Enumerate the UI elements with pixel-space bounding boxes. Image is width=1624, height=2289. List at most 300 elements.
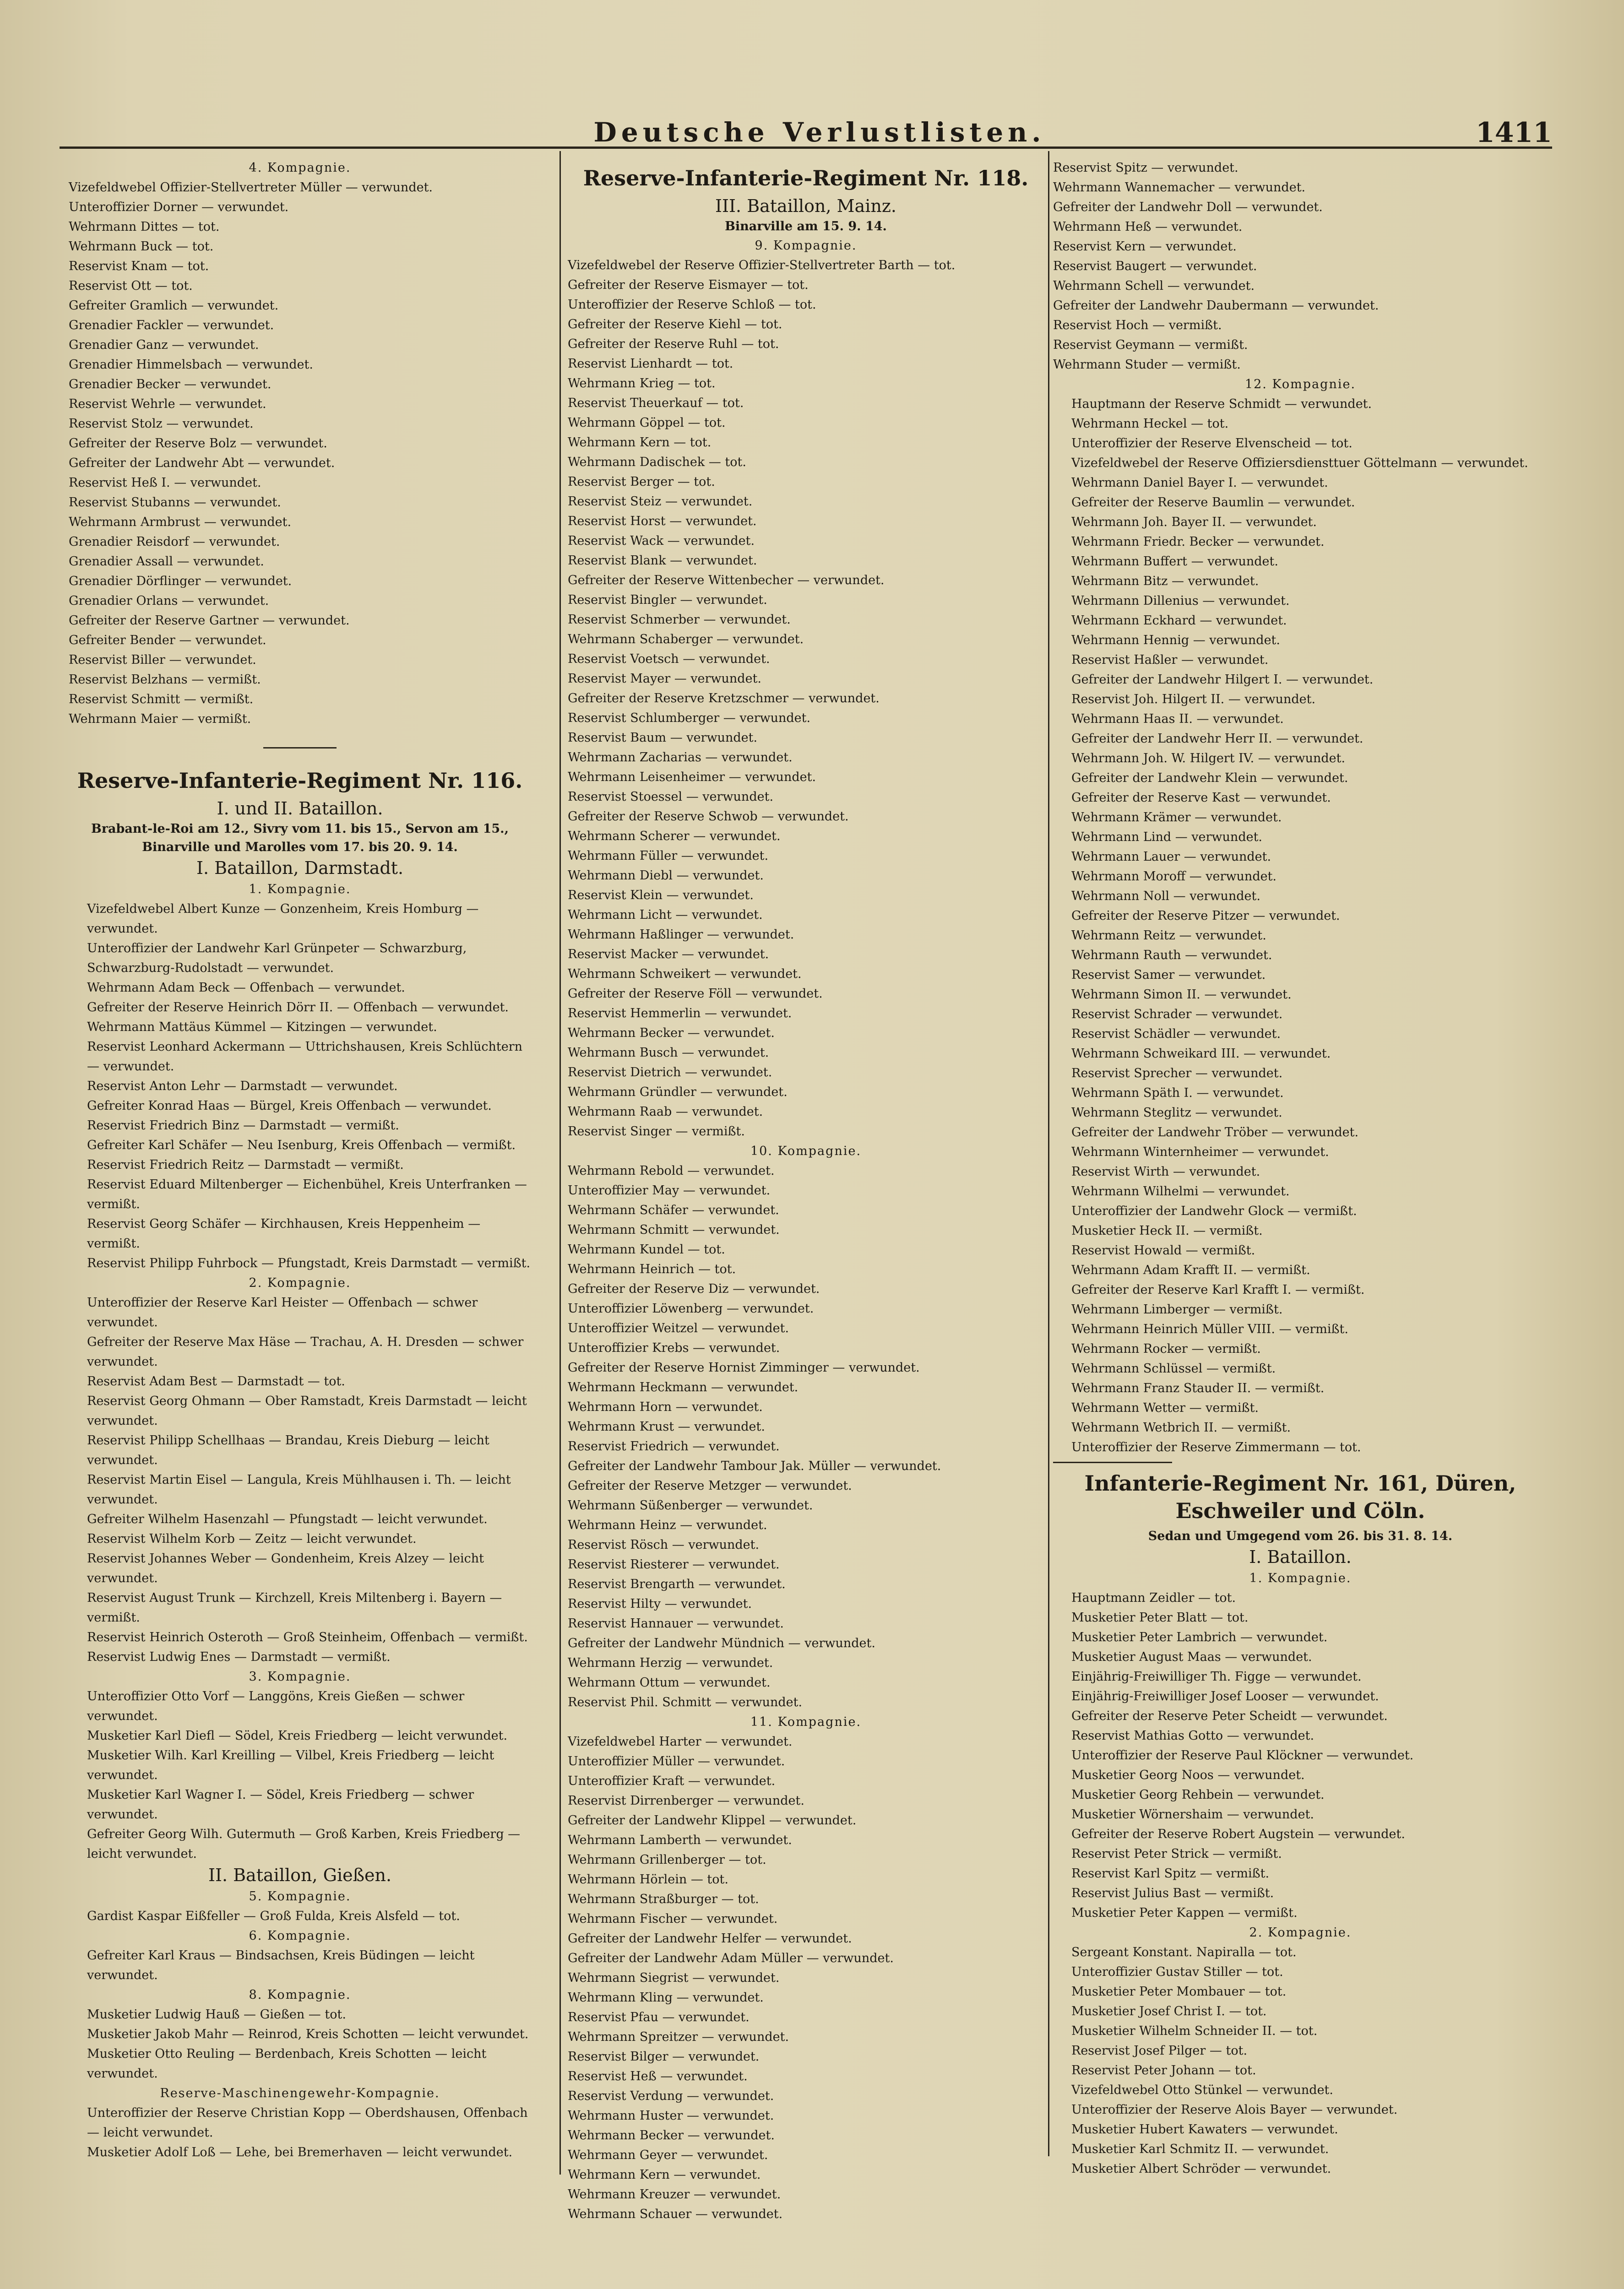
casualty-entry: Wehrmann Krämer — verwundet. — [1071, 810, 1282, 824]
casualty-entry: Wehrmann Dittes — tot. — [69, 220, 220, 234]
casualty-entry: Sergeant Konstant. Napiralla — tot. — [1071, 1945, 1297, 1959]
casualty-entry: Gefreiter der Reserve Schwob — verwundet. — [568, 809, 849, 824]
casualty-entry: Wehrmann Bitz — verwundet. — [1071, 574, 1259, 588]
casualty-entry: Musketier Peter Lambrich — verwundet. — [1071, 1630, 1328, 1644]
casualty-entry: Reservist Friedrich Reitz — Darmstadt — vermißt. — [87, 1158, 404, 1172]
casualty-entry: Wehrmann Haas II. — verwundet. — [1071, 712, 1284, 726]
casualty-entry: Reservist Stolz — verwundet. — [69, 417, 254, 431]
casualty-entry: Grenadier Himmelsbach — verwundet. — [69, 358, 313, 372]
casualty-list — [69, 1946, 531, 1985]
casualty-entry: Reservist Bingler — verwundet. — [568, 593, 767, 607]
section-title: 11. Kompagnie. — [750, 1715, 862, 1729]
casualty-entry: Vizefeldwebel Harter — verwundet. — [568, 1735, 793, 1749]
casualty-list — [69, 1906, 531, 1926]
casualty-entry: Reservist Schlumberger — verwundet. — [568, 711, 811, 725]
casualty-entry: Gardist Kaspar Eißfeller — Groß Fulda, Kreis Alsfeld — tot. — [87, 1909, 460, 1923]
casualty-entry: Wehrmann Joh. W. Hilgert IV. — verwundet. — [1071, 751, 1346, 765]
section-title: 5. Kompagnie. — [249, 1889, 351, 1904]
casualty-entry: Reservist Theuerkauf — tot. — [568, 396, 744, 410]
casualty-entry: Gefreiter der Reserve Kast — verwundet. — [1071, 791, 1331, 805]
casualty-entry: Gefreiter der Landwehr Klippel — verwundet. — [568, 1813, 857, 1828]
casualty-list — [568, 255, 1044, 1141]
casualty-entry: Unteroffizier der Reserve Elvenscheid — tot. — [1071, 436, 1352, 450]
casualty-entry: Reservist Georg Ohmann — Ober Ramstadt, Kreis Darmstadt — leicht verwundet. — [87, 1394, 527, 1428]
casualty-entry: Reservist Belzhans — vermißt. — [69, 673, 261, 687]
section-title: 3. Kompagnie. — [249, 1670, 351, 1684]
section-title: 8. Kompagnie. — [249, 1988, 351, 2002]
casualty-entry: Gefreiter Bender — verwundet. — [69, 633, 266, 647]
casualty-entry: Musketier Peter Blatt — tot. — [1071, 1611, 1249, 1625]
casualty-entry: Gefreiter der Reserve Hornist Zimminger — verwundet. — [568, 1361, 920, 1375]
casualty-entry: Wehrmann Geyer — verwundet. — [568, 2148, 768, 2162]
casualty-entry: Reservist Peter Strick — vermißt. — [1071, 1847, 1282, 1861]
casualty-entry: Wehrmann Daniel Bayer I. — verwundet. — [1071, 476, 1328, 490]
casualty-entry: Gefreiter der Reserve Robert Augstein — verwundet. — [1071, 1827, 1405, 1841]
casualty-entry: Wehrmann Lauer — verwundet. — [1071, 850, 1271, 864]
casualty-entry: Wehrmann Winternheimer — verwundet. — [1071, 1145, 1329, 1159]
casualty-entry: Musketier Ludwig Hauß — Gießen — tot. — [87, 2007, 346, 2022]
casualty-entry: Gefreiter der Reserve Baumlin — verwundet. — [1071, 495, 1355, 510]
casualty-entry: Wehrmann Joh. Bayer II. — verwundet. — [1071, 515, 1317, 529]
casualty-entry: Gefreiter der Reserve Eismayer — tot. — [568, 278, 809, 292]
casualty-entry: Unteroffizier der Reserve Zimmermann — tot. — [1071, 1440, 1361, 1454]
casualty-entry: Wehrmann Simon II. — verwundet. — [1071, 987, 1292, 1002]
casualty-entry: Grenadier Assall — verwundet. — [69, 554, 264, 569]
casualty-entry: Einjährig-Freiwilliger Josef Looser — verwundet. — [1071, 1689, 1379, 1703]
separator-rule — [263, 747, 337, 749]
casualty-entry: Gefreiter Karl Kraus — Bindsachsen, Kreis Büdingen — leicht verwundet. — [87, 1948, 475, 1982]
casualty-entry: Wehrmann Wetbrich II. — vermißt. — [1071, 1421, 1291, 1435]
section-title: 6. Kompagnie. — [249, 1929, 351, 1943]
casualty-entry: Reservist Hoch — vermißt. — [1053, 318, 1222, 332]
casualty-entry: Gefreiter der Reserve Max Häse — Trachau, A. H. Dresden — schwer verwundet. — [87, 1335, 524, 1369]
casualty-entry: Reservist Ott — tot. — [69, 279, 193, 293]
battalion-heading: I. und II. Bataillon. — [217, 798, 383, 819]
casualty-entry: Wehrmann Gründler — verwundet. — [568, 1085, 788, 1099]
column-right — [1053, 158, 1548, 2289]
casualty-entry: Vizefeldwebel Albert Kunze — Gonzenheim, Kreis Homburg — verwundet. — [87, 902, 479, 936]
location-date-line: Binarville am 15. 9. 14. — [725, 219, 887, 233]
casualty-entry: Wehrmann Noll — verwundet. — [1071, 889, 1260, 903]
casualty-entry: Wehrmann Heckel — tot. — [1071, 417, 1229, 431]
casualty-entry: Musketier Hubert Kawaters — verwundet. — [1071, 2122, 1338, 2137]
column-left — [69, 158, 531, 2255]
casualty-entry: Reservist Berger — tot. — [568, 475, 715, 489]
section-title: 2. Kompagnie. — [249, 1276, 351, 1290]
casualty-entry: Gefreiter Konrad Haas — Bürgel, Kreis Offenbach — verwundet. — [87, 1099, 492, 1113]
casualty-entry: Wehrmann Heckmann — verwundet. — [568, 1380, 798, 1394]
casualty-entry: Wehrmann Göppel — tot. — [568, 416, 726, 430]
casualty-entry: Wehrmann Straßburger — tot. — [568, 1892, 759, 1906]
casualty-entry: Vizefeldwebel Offizier-Stellvertreter Müller — verwundet. — [69, 180, 433, 195]
regiment-heading: Reserve-Infanterie-Regiment Nr. 118. — [583, 166, 1029, 190]
casualty-entry: Reservist Martin Eisel — Langula, Kreis Mühlhausen i. Th. — leicht verwundet. — [87, 1473, 511, 1507]
section-title: 10. Kompagnie. — [750, 1144, 862, 1158]
casualty-entry: Reservist Spitz — verwundet. — [1053, 161, 1238, 175]
casualty-entry: Vizefeldwebel der Reserve Offizier-Stellvertreter Barth — tot. — [568, 258, 956, 272]
casualty-entry: Reservist Lienhardt — tot. — [568, 357, 733, 371]
casualty-entry: Gefreiter der Landwehr Daubermann — verwundet. — [1053, 298, 1379, 313]
casualty-entry: Reservist Kern — verwundet. — [1053, 239, 1237, 254]
casualty-entry: Unteroffizier Gustav Stiller — tot. — [1071, 1965, 1283, 1979]
casualty-entry: Reservist Haßler — verwundet. — [1071, 653, 1269, 667]
casualty-entry: Reservist Geymann — vermißt. — [1053, 338, 1248, 352]
casualty-entry: Wehrmann Rocker — vermißt. — [1071, 1342, 1261, 1356]
casualty-entry: Wehrmann Diebl — verwundet. — [568, 868, 764, 883]
casualty-entry: Wehrmann Heinrich Müller VIII. — vermißt. — [1071, 1322, 1348, 1336]
casualty-entry: Gefreiter der Landwehr Klein — verwundet. — [1071, 771, 1348, 785]
casualty-entry: Reservist Macker — verwundet. — [568, 947, 769, 961]
casualty-entry: Wehrmann Fischer — verwundet. — [568, 1912, 778, 1926]
page-header — [60, 117, 1552, 158]
casualty-entry: Reservist Joh. Hilgert II. — verwundet. — [1071, 692, 1316, 706]
casualty-list — [69, 2103, 531, 2162]
casualty-entry: Musketier Josef Christ I. — tot. — [1071, 2004, 1267, 2018]
section-title: 1. Kompagnie. — [249, 882, 351, 896]
casualty-entry: Wehrmann Schweikert — verwundet. — [568, 967, 802, 981]
casualty-entry: Wehrmann Buck — tot. — [69, 239, 214, 254]
casualty-entry: Wehrmann Limberger — vermißt. — [1071, 1302, 1283, 1317]
casualty-entry: Unteroffizier Dorner — verwundet. — [69, 200, 289, 214]
section-title: 2. Kompagnie. — [1249, 1926, 1352, 1940]
casualty-entry: Wehrmann Heinz — verwundet. — [568, 1518, 767, 1532]
casualty-entry: Reservist Johannes Weber — Gondenheim, Kreis Alzey — leicht verwundet. — [87, 1551, 484, 1585]
casualty-list — [1053, 158, 1548, 374]
casualty-entry: Reservist Philipp Fuhrbock — Pfungstadt, Kreis Darmstadt — vermißt. — [87, 1256, 531, 1270]
casualty-entry: Wehrmann Wannemacher — verwundet. — [1053, 180, 1306, 195]
casualty-entry: Unteroffizier der Reserve Karl Heister — Offenbach — schwer verwundet. — [87, 1296, 478, 1329]
casualty-entry: Hauptmann Zeidler — tot. — [1071, 1591, 1236, 1605]
casualty-entry: Gefreiter der Reserve Metzger — verwundet. — [568, 1479, 852, 1493]
casualty-entry: Gefreiter der Landwehr Herr II. — verwundet. — [1071, 732, 1363, 746]
casualty-entry: Gefreiter der Reserve Heinrich Dörr II. — Offenbach — verwundet. — [87, 1000, 509, 1014]
casualty-entry: Reservist Baum — verwundet. — [568, 731, 758, 745]
casualty-entry: Musketier Georg Rehbein — verwundet. — [1071, 1788, 1325, 1802]
casualty-entry: Wehrmann Siegrist — verwundet. — [568, 1971, 780, 1985]
casualty-entry: Wehrmann Maier — vermißt. — [69, 712, 251, 726]
casualty-entry: Gefreiter der Reserve Gartner — verwundet. — [69, 613, 350, 628]
casualty-entry: Wehrmann Lind — verwundet. — [1071, 830, 1263, 844]
casualty-entry: Reservist Baugert — verwundet. — [1053, 259, 1257, 273]
casualty-entry: Reservist Philipp Schellhaas — Brandau, Kreis Dieburg — leicht verwundet. — [87, 1433, 489, 1467]
casualty-entry: Wehrmann Schaberger — verwundet. — [568, 632, 804, 646]
battalion-heading: I. Bataillon, Darmstadt. — [196, 858, 404, 878]
casualty-entry: Gefreiter der Landwehr Tambour Jak. Müller — verwundet. — [568, 1459, 941, 1473]
casualty-entry: Wehrmann Busch — verwundet. — [568, 1046, 769, 1060]
casualty-entry: Wehrmann Adam Krafft II. — vermißt. — [1071, 1263, 1310, 1277]
casualty-entry: Musketier Karl Diefl — Södel, Kreis Friedberg — leicht verwundet. — [87, 1729, 508, 1743]
section-title: 9. Kompagnie. — [755, 239, 857, 253]
casualty-entry: Gefreiter der Landwehr Abt — verwundet. — [69, 456, 335, 470]
casualty-entry: Wehrmann Schlüssel — vermißt. — [1071, 1361, 1276, 1376]
casualty-entry: Gefreiter der Reserve Wittenbecher — verwundet. — [568, 573, 885, 587]
casualty-entry: Wehrmann Schäfer — verwundet. — [568, 1203, 779, 1217]
casualty-entry: Wehrmann Rauth — verwundet. — [1071, 948, 1272, 962]
casualty-entry: Reservist Pfau — verwundet. — [568, 2010, 750, 2024]
casualty-entry: Unteroffizier Müller — verwundet. — [568, 1754, 785, 1768]
casualty-entry: Wehrmann Rebold — verwundet. — [568, 1164, 775, 1178]
casualty-entry: Wehrmann Hennig — verwundet. — [1071, 633, 1280, 647]
casualty-entry: Reservist Schmitt — vermißt. — [69, 692, 254, 706]
casualty-entry: Reservist Schrader — verwundet. — [1071, 1007, 1283, 1021]
casualty-entry: Wehrmann Schmitt — verwundet. — [568, 1223, 780, 1237]
casualty-entry: Wehrmann Horn — verwundet. — [568, 1400, 763, 1414]
section-title: 4. Kompagnie. — [249, 161, 351, 175]
casualty-entry: Gefreiter der Landwehr Tröber — verwundet. — [1071, 1125, 1359, 1139]
casualty-entry: Reservist Friedrich — verwundet. — [568, 1439, 780, 1454]
casualty-entry: Reservist Peter Johann — tot. — [1071, 2063, 1256, 2077]
casualty-entry: Wehrmann Kreuzer — verwundet. — [568, 2187, 781, 2202]
casualty-entry: Wehrmann Schauer — verwundet. — [568, 2207, 783, 2221]
casualty-list — [69, 178, 531, 729]
casualty-entry: Unteroffizier der Reserve Alois Bayer — verwundet. — [1071, 2103, 1398, 2117]
casualty-entry: Reservist Anton Lehr — Darmstadt — verwundet. — [87, 1079, 398, 1093]
casualty-entry: Wehrmann Licht — verwundet. — [568, 908, 763, 922]
casualty-list — [1053, 394, 1548, 1457]
casualty-entry: Wehrmann Becker — verwundet. — [568, 2128, 775, 2143]
casualty-entry: Wehrmann Raab — verwundet. — [568, 1105, 763, 1119]
casualty-entry: Musketier Wörnershaim — verwundet. — [1071, 1807, 1314, 1822]
casualty-entry: Reservist Wack — verwundet. — [568, 534, 755, 548]
casualty-entry: Reservist August Trunk — Kirchzell, Kreis Miltenberg i. Bayern — vermißt. — [87, 1591, 502, 1625]
casualty-entry: Wehrmann Steglitz — verwundet. — [1071, 1106, 1282, 1120]
casualty-entry: Reservist Dirrenberger — verwundet. — [568, 1794, 804, 1808]
casualty-entry: Musketier Peter Kappen — vermißt. — [1071, 1906, 1298, 1920]
casualty-entry: Wehrmann Friedr. Becker — verwundet. — [1071, 535, 1325, 549]
casualty-entry: Wehrmann Heinrich — tot. — [568, 1262, 736, 1276]
casualty-entry: Reservist Bilger — verwundet. — [568, 2050, 760, 2064]
casualty-entry: Grenadier Fackler — verwundet. — [69, 318, 274, 332]
casualty-entry: Musketier Jakob Mahr — Reinrod, Kreis Schotten — leicht verwundet. — [87, 2027, 529, 2041]
casualty-entry: Reservist Schmerber — verwundet. — [568, 613, 791, 627]
casualty-entry: Musketier Wilh. Karl Kreilling — Vilbel, Kreis Friedberg — leicht verwundet. — [87, 1748, 494, 1782]
casualty-entry: Gefreiter der Reserve Diz — verwundet. — [568, 1282, 820, 1296]
casualty-entry: Reservist Ludwig Enes — Darmstadt — vermißt. — [87, 1650, 391, 1664]
casualty-entry: Wehrmann Ottum — verwundet. — [568, 1676, 771, 1690]
casualty-entry: Wehrmann Herzig — verwundet. — [568, 1656, 773, 1670]
casualty-entry: Unteroffizier der Landwehr Karl Grünpeter — Schwarzburg, Schwarzburg-Rudolstadt — verwundet. — [87, 941, 467, 975]
casualty-entry: Reservist Josef Pilger — tot. — [1071, 2044, 1248, 2058]
casualty-list — [1053, 1942, 1548, 2179]
casualty-entry: Reservist Friedrich Binz — Darmstadt — vermißt. — [87, 1118, 399, 1133]
casualty-entry: Musketier Adolf Loß — Lehe, bei Bremerhaven — leicht verwundet. — [87, 2145, 513, 2159]
casualty-entry: Reservist Blank — verwundet. — [568, 553, 757, 568]
casualty-entry: Grenadier Dörflinger — verwundet. — [69, 574, 292, 588]
casualty-entry: Reservist Schädler — verwundet. — [1071, 1027, 1281, 1041]
casualty-entry: Gefreiter der Landwehr Adam Müller — verwundet. — [568, 1951, 894, 1965]
casualty-entry: Musketier Peter Mombauer — tot. — [1071, 1985, 1287, 1999]
casualty-entry: Reservist Adam Best — Darmstadt — tot. — [87, 1374, 345, 1389]
casualty-entry: Reservist Steiz — verwundet. — [568, 494, 753, 509]
casualty-entry: Reservist Riesterer — verwundet. — [568, 1557, 780, 1572]
section-title: Reserve-Maschinengewehr-Kompagnie. — [160, 2086, 440, 2100]
casualty-entry: Wehrmann Reitz — verwundet. — [1071, 928, 1266, 943]
casualty-entry: Wehrmann Dillenius — verwundet. — [1071, 594, 1290, 608]
casualty-entry: Reservist Hilty — verwundet. — [568, 1597, 752, 1611]
casualty-entry: Gefreiter der Landwehr Mündnich — verwundet. — [568, 1636, 875, 1650]
casualty-entry: Unteroffizier der Reserve Christian Kopp — Oberdshausen, Offenbach — leicht verwundet. — [87, 2106, 528, 2140]
casualty-entry: Gefreiter Karl Schäfer — Neu Isenburg, Kreis Offenbach — vermißt. — [87, 1138, 516, 1152]
casualty-list — [568, 1161, 1044, 1712]
casualty-entry: Gefreiter der Landwehr Hilgert I. — verwundet. — [1071, 673, 1374, 687]
casualty-list — [69, 899, 531, 1273]
casualty-entry: Reservist Stubanns — verwundet. — [69, 495, 281, 510]
casualty-list — [69, 1293, 531, 1667]
casualty-entry: Reservist Mathias Gotto — verwundet. — [1071, 1729, 1314, 1743]
casualty-entry: Gefreiter der Reserve Karl Krafft I. — vermißt. — [1071, 1283, 1365, 1297]
casualty-entry: Unteroffizier der Reserve Schloß — tot. — [568, 298, 816, 312]
casualty-entry: Reservist Stoessel — verwundet. — [568, 790, 774, 804]
casualty-entry: Vizefeldwebel der Reserve Offiziersdiensttuer Göttelmann — verwundet. — [1071, 456, 1528, 470]
casualty-entry: Reservist Mayer — verwundet. — [568, 672, 761, 686]
casualty-entry: Wehrmann Füller — verwundet. — [568, 849, 769, 863]
casualty-entry: Wehrmann Heß — verwundet. — [1053, 220, 1243, 234]
casualty-entry: Vizefeldwebel Otto Stünkel — verwundet. — [1071, 2083, 1333, 2097]
casualty-entry: Wehrmann Kling — verwundet. — [568, 1991, 764, 2005]
casualty-entry: Wehrmann Armbrust — verwundet. — [69, 515, 292, 529]
casualty-list — [69, 2005, 531, 2083]
casualty-entry: Grenadier Reisdorf — verwundet. — [69, 535, 280, 549]
section-title: 1. Kompagnie. — [1249, 1571, 1352, 1585]
casualty-entry: Unteroffizier der Landwehr Glock — vermißt. — [1071, 1204, 1357, 1218]
casualty-entry: Reservist Sprecher — verwundet. — [1071, 1066, 1283, 1080]
casualty-entry: Gefreiter der Reserve Bolz — verwundet. — [69, 436, 327, 450]
casualty-entry: Reservist Heß — verwundet. — [568, 2069, 748, 2083]
casualty-entry: Reservist Horst — verwundet. — [568, 514, 757, 528]
casualty-entry: Gefreiter der Reserve Peter Scheidt — verwundet. — [1071, 1709, 1388, 1723]
casualty-entry: Reservist Leonhard Ackermann — Uttrichshausen, Kreis Schlüchtern — verwundet. — [87, 1040, 522, 1074]
casualty-entry: Wehrmann Späth I. — verwundet. — [1071, 1086, 1284, 1100]
casualty-entry: Wehrmann Schell — verwundet. — [1053, 279, 1255, 293]
column-divider — [1048, 151, 1049, 2156]
casualty-entry: Musketier Karl Schmitz II. — verwundet. — [1071, 2142, 1329, 2156]
casualty-entry: Wehrmann Franz Stauder II. — vermißt. — [1071, 1381, 1325, 1395]
casualty-entry: Wehrmann Kern — verwundet. — [568, 2168, 761, 2182]
casualty-entry: Wehrmann Scherer — verwundet. — [568, 829, 781, 843]
casualty-entry: Wehrmann Eckhard — verwundet. — [1071, 613, 1287, 628]
casualty-entry: Gefreiter Georg Wilh. Gutermuth — Groß Karben, Kreis Friedberg — leicht verwundet. — [87, 1827, 521, 1861]
casualty-entry: Wehrmann Haßlinger — verwundet. — [568, 928, 794, 942]
casualty-entry: Gefreiter der Reserve Pitzer — verwundet. — [1071, 909, 1340, 923]
column-middle — [568, 158, 1044, 2221]
casualty-entry: Grenadier Orlans — verwundet. — [69, 594, 269, 608]
casualty-entry: Unteroffizier May — verwundet. — [568, 1183, 771, 1198]
casualty-entry: Reservist Hemmerlin — verwundet. — [568, 1006, 792, 1020]
column-divider — [559, 151, 561, 2175]
casualty-entry: Hauptmann der Reserve Schmidt — verwundet. — [1071, 397, 1372, 411]
casualty-entry: Musketier Wilhelm Schneider II. — tot. — [1071, 2024, 1318, 2038]
casualty-entry: Reservist Voetsch — verwundet. — [568, 652, 770, 666]
casualty-entry: Reservist Rösch — verwundet. — [568, 1538, 760, 1552]
section-title: 12. Kompagnie. — [1244, 377, 1356, 391]
casualty-entry: Reservist Eduard Miltenberger — Eichenbühel, Kreis Unterfranken — vermißt. — [87, 1177, 527, 1211]
location-date-line: Brabant-le-Roi am 12., Sivry vom 11. bis 15., Servon am 15., Binarville und Marolles vom 17. bis 20. 9. 14. — [91, 822, 509, 854]
casualty-entry: Reservist Wehrle — verwundet. — [69, 397, 266, 411]
casualty-entry: Wehrmann Dadischek — tot. — [568, 455, 746, 469]
casualty-entry: Wehrmann Lamberth — verwundet. — [568, 1833, 792, 1847]
casualty-entry: Gefreiter Gramlich — verwundet. — [69, 298, 279, 313]
casualty-entry: Wehrmann Moroff — verwundet. — [1071, 869, 1277, 884]
casualty-entry: Gefreiter der Reserve Kretzschmer — verwundet. — [568, 691, 880, 705]
casualty-entry: Unteroffizier Löwenberg — verwundet. — [568, 1302, 814, 1316]
casualty-entry: Unteroffizier Krebs — verwundet. — [568, 1341, 780, 1355]
casualty-entry: Wehrmann Adam Beck — Offenbach — verwundet. — [87, 981, 405, 995]
header-rule — [60, 146, 1552, 149]
casualty-entry: Wehrmann Leisenheimer — verwundet. — [568, 770, 816, 784]
casualty-list — [568, 1732, 1044, 2224]
casualty-entry: Reservist Heß I. — verwundet. — [69, 476, 261, 490]
casualty-entry: Wehrmann Huster — verwundet. — [568, 2109, 774, 2123]
casualty-entry: Unteroffizier der Reserve Paul Klöckner — verwundet. — [1071, 1748, 1414, 1763]
casualty-entry: Gefreiter Wilhelm Hasenzahl — Pfungstadt — leicht verwundet. — [87, 1512, 488, 1526]
casualty-entry: Musketier Albert Schröder — verwundet. — [1071, 2162, 1331, 2176]
casualty-entry: Gefreiter der Reserve Ruhl — tot. — [568, 337, 779, 351]
casualty-entry: Reservist Julius Bast — vermißt. — [1071, 1886, 1274, 1900]
casualty-entry: Reservist Klein — verwundet. — [568, 888, 754, 902]
casualty-list — [69, 1687, 531, 1864]
casualty-entry: Reservist Verdung — verwundet. — [568, 2089, 774, 2103]
casualty-entry: Wehrmann Studer — vermißt. — [1053, 358, 1241, 372]
casualty-entry: Wehrmann Spreitzer — verwundet. — [568, 2030, 789, 2044]
casualty-entry: Wehrmann Mattäus Kümmel — Kitzingen — verwundet. — [87, 1020, 437, 1034]
casualty-entry: Unteroffizier Weitzel — verwundet. — [568, 1321, 789, 1335]
casualty-entry: Grenadier Ganz — verwundet. — [69, 338, 259, 352]
casualty-entry: Wehrmann Krieg — tot. — [568, 376, 716, 391]
casualty-entry: Reservist Singer — vermißt. — [568, 1124, 745, 1139]
casualty-entry: Reservist Phil. Schmitt — verwundet. — [568, 1695, 803, 1709]
casualty-entry: Reservist Knam — tot. — [69, 259, 209, 273]
battalion-heading: I. Bataillon. — [1249, 1547, 1352, 1567]
casualty-entry: Musketier Heck II. — vermißt. — [1071, 1224, 1263, 1238]
casualty-entry: Reservist Dietrich — verwundet. — [568, 1065, 772, 1079]
casualty-entry: Reservist Wirth — verwundet. — [1071, 1165, 1260, 1179]
casualty-entry: Wehrmann Grillenberger — tot. — [568, 1853, 766, 1867]
casualty-entry: Musketier Georg Noos — verwundet. — [1071, 1768, 1305, 1782]
newspaper-title: Deutsche Verlustlisten. — [593, 117, 1046, 148]
casualty-entry: Wehrmann Krust — verwundet. — [568, 1420, 765, 1434]
casualty-entry: Wehrmann Kern — tot. — [568, 435, 712, 450]
casualty-entry: Reservist Biller — verwundet. — [69, 653, 256, 667]
separator-rule — [1053, 1462, 1172, 1463]
casualty-entry: Musketier Otto Reuling — Berdenbach, Kreis Schotten — leicht verwundet. — [87, 2047, 487, 2081]
casualty-entry: Wehrmann Hörlein — tot. — [568, 1872, 728, 1887]
battalion-heading: II. Bataillon, Gießen. — [208, 1865, 392, 1885]
casualty-entry: Grenadier Becker — verwundet. — [69, 377, 272, 391]
casualty-entry: Reservist Samer — verwundet. — [1071, 968, 1266, 982]
casualty-entry: Reservist Brengarth — verwundet. — [568, 1577, 786, 1591]
casualty-entry: Gefreiter der Reserve Föll — verwundet. — [568, 987, 823, 1001]
casualty-entry: Reservist Karl Spitz — vermißt. — [1071, 1866, 1270, 1881]
casualty-entry: Musketier Karl Wagner I. — Södel, Kreis Friedberg — schwer verwundet. — [87, 1788, 474, 1822]
casualty-entry: Wehrmann Schweikard III. — verwundet. — [1071, 1047, 1331, 1061]
regiment-heading: Reserve-Infanterie-Regiment Nr. 116. — [77, 768, 523, 793]
casualty-entry: Reservist Howald — vermißt. — [1071, 1243, 1255, 1258]
casualty-entry: Reservist Wilhelm Korb — Zeitz — leicht verwundet. — [87, 1532, 417, 1546]
regiment-heading: Infanterie-Regiment Nr. 161, Düren, Eschweiler und Cöln. — [1084, 1471, 1516, 1523]
casualty-entry: Musketier August Maas — verwundet. — [1071, 1650, 1312, 1664]
casualty-entry: Unteroffizier Kraft — verwundet. — [568, 1774, 776, 1788]
casualty-entry: Wehrmann Zacharias — verwundet. — [568, 750, 793, 765]
casualty-entry: Wehrmann Wilhelmi — verwundet. — [1071, 1184, 1290, 1199]
casualty-entry: Wehrmann Buffert — verwundet. — [1071, 554, 1278, 569]
casualty-entry: Reservist Heinrich Osteroth — Groß Steinheim, Offenbach — vermißt. — [87, 1630, 528, 1644]
casualty-entry: Reservist Hannauer — verwundet. — [568, 1616, 784, 1631]
casualty-entry: Wehrmann Süßenberger — verwundet. — [568, 1498, 813, 1513]
casualty-entry: Wehrmann Wetter — vermißt. — [1071, 1401, 1259, 1415]
casualty-entry: Wehrmann Kundel — tot. — [568, 1242, 725, 1257]
casualty-entry: Unteroffizier Otto Vorf — Langgöns, Kreis Gießen — schwer verwundet. — [87, 1689, 465, 1723]
casualty-entry: Gefreiter der Reserve Kiehl — tot. — [568, 317, 782, 331]
